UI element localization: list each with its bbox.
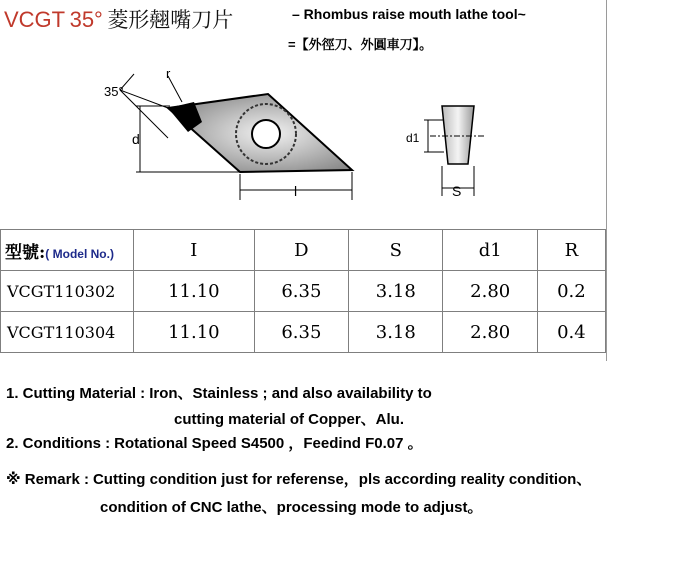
title-angle: 35° — [69, 7, 103, 32]
cell-d: 6.35 — [254, 312, 348, 353]
note-2-text: Rotational Speed S4500 ，Feedind F0.07 。 — [114, 435, 423, 452]
title-chinese: 菱形翹嘴刀片 — [107, 8, 234, 32]
header-r: R — [537, 230, 605, 271]
insert-hole-inner — [252, 120, 280, 148]
cell-model: VCGT110302 — [1, 271, 134, 312]
note-1-text: Iron、Stainless ; and also availability to — [149, 385, 432, 402]
note-3-text: Cutting condition just for referense，pls according reality condition、 — [92, 471, 592, 488]
r-label: r — [166, 66, 171, 81]
note-1-head: 1. Cutting Material : — [6, 385, 146, 402]
header-s: S — [349, 230, 443, 271]
cell-d1: 2.80 — [443, 271, 537, 312]
model-label: 型號: — [5, 242, 46, 263]
header-d1: d1 — [443, 230, 537, 271]
cell-r: 0.4 — [537, 312, 605, 353]
title-english: – Rhombus raise mouth lathe tool~ — [292, 6, 526, 22]
d1-label: d1 — [406, 131, 420, 145]
note-2 — [6, 432, 423, 453]
header-i: I — [134, 230, 255, 271]
s-label: S — [452, 183, 462, 199]
insert-drawing — [90, 62, 510, 212]
note-2-head: 2. Conditions : — [6, 435, 111, 452]
note-1-text-2: cutting material of Copper、Alu. — [174, 411, 405, 428]
table-row — [1, 312, 606, 353]
table-header-row — [1, 230, 606, 271]
model-header — [1, 230, 134, 271]
cell-i: 11.10 — [134, 312, 255, 353]
cell-s: 3.18 — [349, 312, 443, 353]
model-label-en: ( Model No.) — [45, 246, 114, 261]
angle-label: 35° — [104, 84, 124, 99]
cell-i: 11.10 — [134, 271, 255, 312]
cell-model: VCGT110304 — [1, 312, 134, 353]
spec-table — [0, 229, 606, 353]
note-3 — [6, 468, 591, 489]
cell-d1: 2.80 — [443, 312, 537, 353]
title-english-2: =【外徑刀、外圓車刀】。 — [288, 37, 433, 52]
note-1 — [6, 382, 432, 403]
note-3-head: ※ Remark : — [6, 471, 89, 488]
cell-d: 6.35 — [254, 271, 348, 312]
cell-s: 3.18 — [349, 271, 443, 312]
note-3-text-2: condition of CNC lathe、processing mode to adjust。 — [100, 499, 483, 516]
page-title — [4, 4, 233, 34]
side-view — [442, 106, 474, 164]
l-label: l — [294, 183, 298, 199]
header-d: D — [254, 230, 348, 271]
title-code: VCGT — [4, 7, 66, 32]
d-label: d — [132, 131, 140, 147]
cell-r: 0.2 — [537, 271, 605, 312]
table-row — [1, 271, 606, 312]
